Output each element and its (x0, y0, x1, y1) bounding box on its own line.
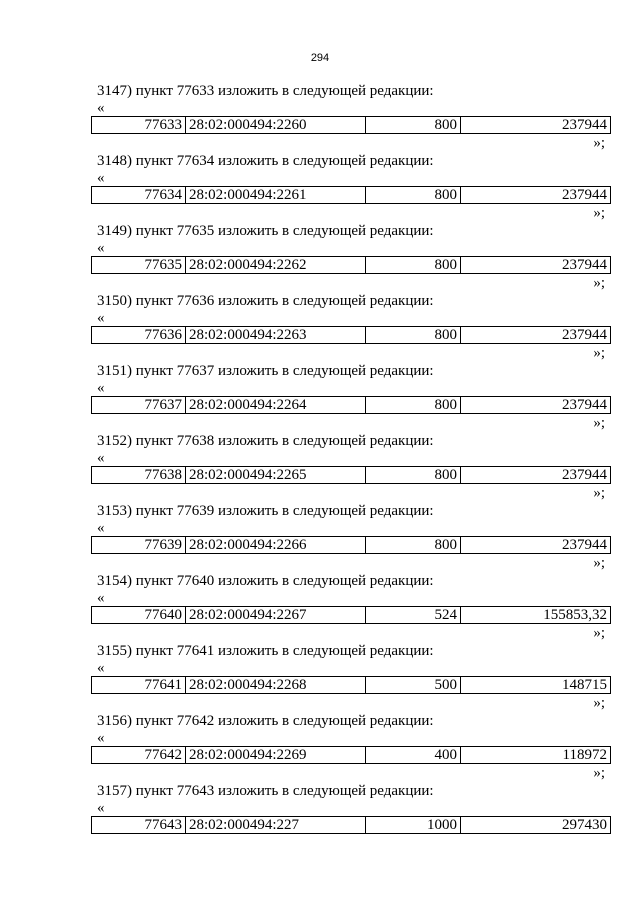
value-cell: 155853,32 (461, 607, 611, 624)
value-cell: 237944 (461, 397, 611, 414)
value-cell: 237944 (461, 537, 611, 554)
opening-quote: « (97, 170, 105, 186)
table-row (92, 397, 611, 414)
table-row (92, 117, 611, 134)
area-cell: 500 (366, 677, 461, 694)
amendment-heading: 3156) пункт 77642 изложить в следующей редакции: (97, 713, 434, 729)
value-cell: 148715 (461, 677, 611, 694)
closing-quote: »; (593, 415, 605, 431)
cadastral-number-cell: 28:02:000494:2265 (186, 467, 366, 484)
amendment-entry (91, 82, 611, 152)
area-cell: 800 (366, 467, 461, 484)
opening-quote: « (97, 660, 105, 676)
amendment-entry (91, 222, 611, 292)
amendment-entry (91, 572, 611, 642)
value-cell: 118972 (461, 747, 611, 764)
amendment-heading: 3151) пункт 77637 изложить в следующей редакции: (97, 363, 434, 379)
table-row (92, 537, 611, 554)
cadastral-number-cell: 28:02:000494:2269 (186, 747, 366, 764)
cadastral-number-cell: 28:02:000494:2264 (186, 397, 366, 414)
item-table (91, 816, 611, 834)
opening-quote: « (97, 590, 105, 606)
value-cell: 237944 (461, 187, 611, 204)
opening-quote: « (97, 800, 105, 816)
item-number-cell: 77640 (92, 607, 186, 624)
closing-quote: »; (593, 485, 605, 501)
value-cell: 237944 (461, 327, 611, 344)
item-number-cell: 77641 (92, 677, 186, 694)
item-number-cell: 77634 (92, 187, 186, 204)
table-row (92, 257, 611, 274)
amendment-heading: 3150) пункт 77636 изложить в следующей редакции: (97, 293, 434, 309)
area-cell: 800 (366, 117, 461, 134)
cadastral-number-cell: 28:02:000494:2268 (186, 677, 366, 694)
cadastral-number-cell: 28:02:000494:227 (186, 817, 366, 834)
closing-quote: »; (593, 695, 605, 711)
value-cell: 237944 (461, 467, 611, 484)
item-table (91, 326, 611, 344)
item-table (91, 676, 611, 694)
cadastral-number-cell: 28:02:000494:2266 (186, 537, 366, 554)
amendment-entry (91, 712, 611, 782)
amendment-entry (91, 642, 611, 712)
table-row (92, 677, 611, 694)
amendment-entry (91, 432, 611, 502)
area-cell: 800 (366, 187, 461, 204)
closing-quote: »; (593, 205, 605, 221)
item-number-cell: 77633 (92, 117, 186, 134)
area-cell: 800 (366, 397, 461, 414)
amendment-heading: 3149) пункт 77635 изложить в следующей редакции: (97, 223, 434, 239)
area-cell: 800 (366, 257, 461, 274)
item-number-cell: 77643 (92, 817, 186, 834)
opening-quote: « (97, 730, 105, 746)
table-row (92, 747, 611, 764)
cadastral-number-cell: 28:02:000494:2261 (186, 187, 366, 204)
amendment-entry (91, 152, 611, 222)
amendment-heading: 3154) пункт 77640 изложить в следующей редакции: (97, 573, 434, 589)
amendment-entry (91, 782, 611, 852)
opening-quote: « (97, 100, 105, 116)
cadastral-number-cell: 28:02:000494:2262 (186, 257, 366, 274)
value-cell: 237944 (461, 117, 611, 134)
closing-quote: »; (593, 135, 605, 151)
document-body (91, 82, 611, 852)
item-number-cell: 77642 (92, 747, 186, 764)
area-cell: 1000 (366, 817, 461, 834)
page-number: 294 (310, 52, 330, 64)
amendment-heading: 3148) пункт 77634 изложить в следующей редакции: (97, 153, 434, 169)
opening-quote: « (97, 240, 105, 256)
closing-quote: »; (593, 625, 605, 641)
item-number-cell: 77639 (92, 537, 186, 554)
item-table (91, 466, 611, 484)
item-table (91, 186, 611, 204)
closing-quote: »; (593, 275, 605, 291)
table-row (92, 817, 611, 834)
table-row (92, 327, 611, 344)
closing-quote: »; (593, 555, 605, 571)
item-table (91, 606, 611, 624)
opening-quote: « (97, 310, 105, 326)
item-number-cell: 77635 (92, 257, 186, 274)
amendment-heading: 3157) пункт 77643 изложить в следующей редакции: (97, 783, 434, 799)
cadastral-number-cell: 28:02:000494:2260 (186, 117, 366, 134)
area-cell: 524 (366, 607, 461, 624)
amendment-heading: 3155) пункт 77641 изложить в следующей редакции: (97, 643, 434, 659)
table-row (92, 467, 611, 484)
item-table (91, 256, 611, 274)
item-number-cell: 77637 (92, 397, 186, 414)
item-number-cell: 77636 (92, 327, 186, 344)
closing-quote: »; (593, 765, 605, 781)
value-cell: 237944 (461, 257, 611, 274)
amendment-entry (91, 502, 611, 572)
item-table (91, 746, 611, 764)
item-table (91, 396, 611, 414)
amendment-entry (91, 362, 611, 432)
value-cell: 297430 (461, 817, 611, 834)
opening-quote: « (97, 450, 105, 466)
amendment-entry (91, 292, 611, 362)
opening-quote: « (97, 380, 105, 396)
closing-quote: »; (593, 345, 605, 361)
cadastral-number-cell: 28:02:000494:2267 (186, 607, 366, 624)
amendment-heading: 3153) пункт 77639 изложить в следующей редакции: (97, 503, 434, 519)
cadastral-number-cell: 28:02:000494:2263 (186, 327, 366, 344)
area-cell: 800 (366, 537, 461, 554)
table-row (92, 187, 611, 204)
area-cell: 800 (366, 327, 461, 344)
amendment-heading: 3147) пункт 77633 изложить в следующей редакции: (97, 83, 434, 99)
item-table (91, 536, 611, 554)
table-row (92, 607, 611, 624)
amendment-heading: 3152) пункт 77638 изложить в следующей редакции: (97, 433, 434, 449)
item-number-cell: 77638 (92, 467, 186, 484)
opening-quote: « (97, 520, 105, 536)
item-table (91, 116, 611, 134)
area-cell: 400 (366, 747, 461, 764)
